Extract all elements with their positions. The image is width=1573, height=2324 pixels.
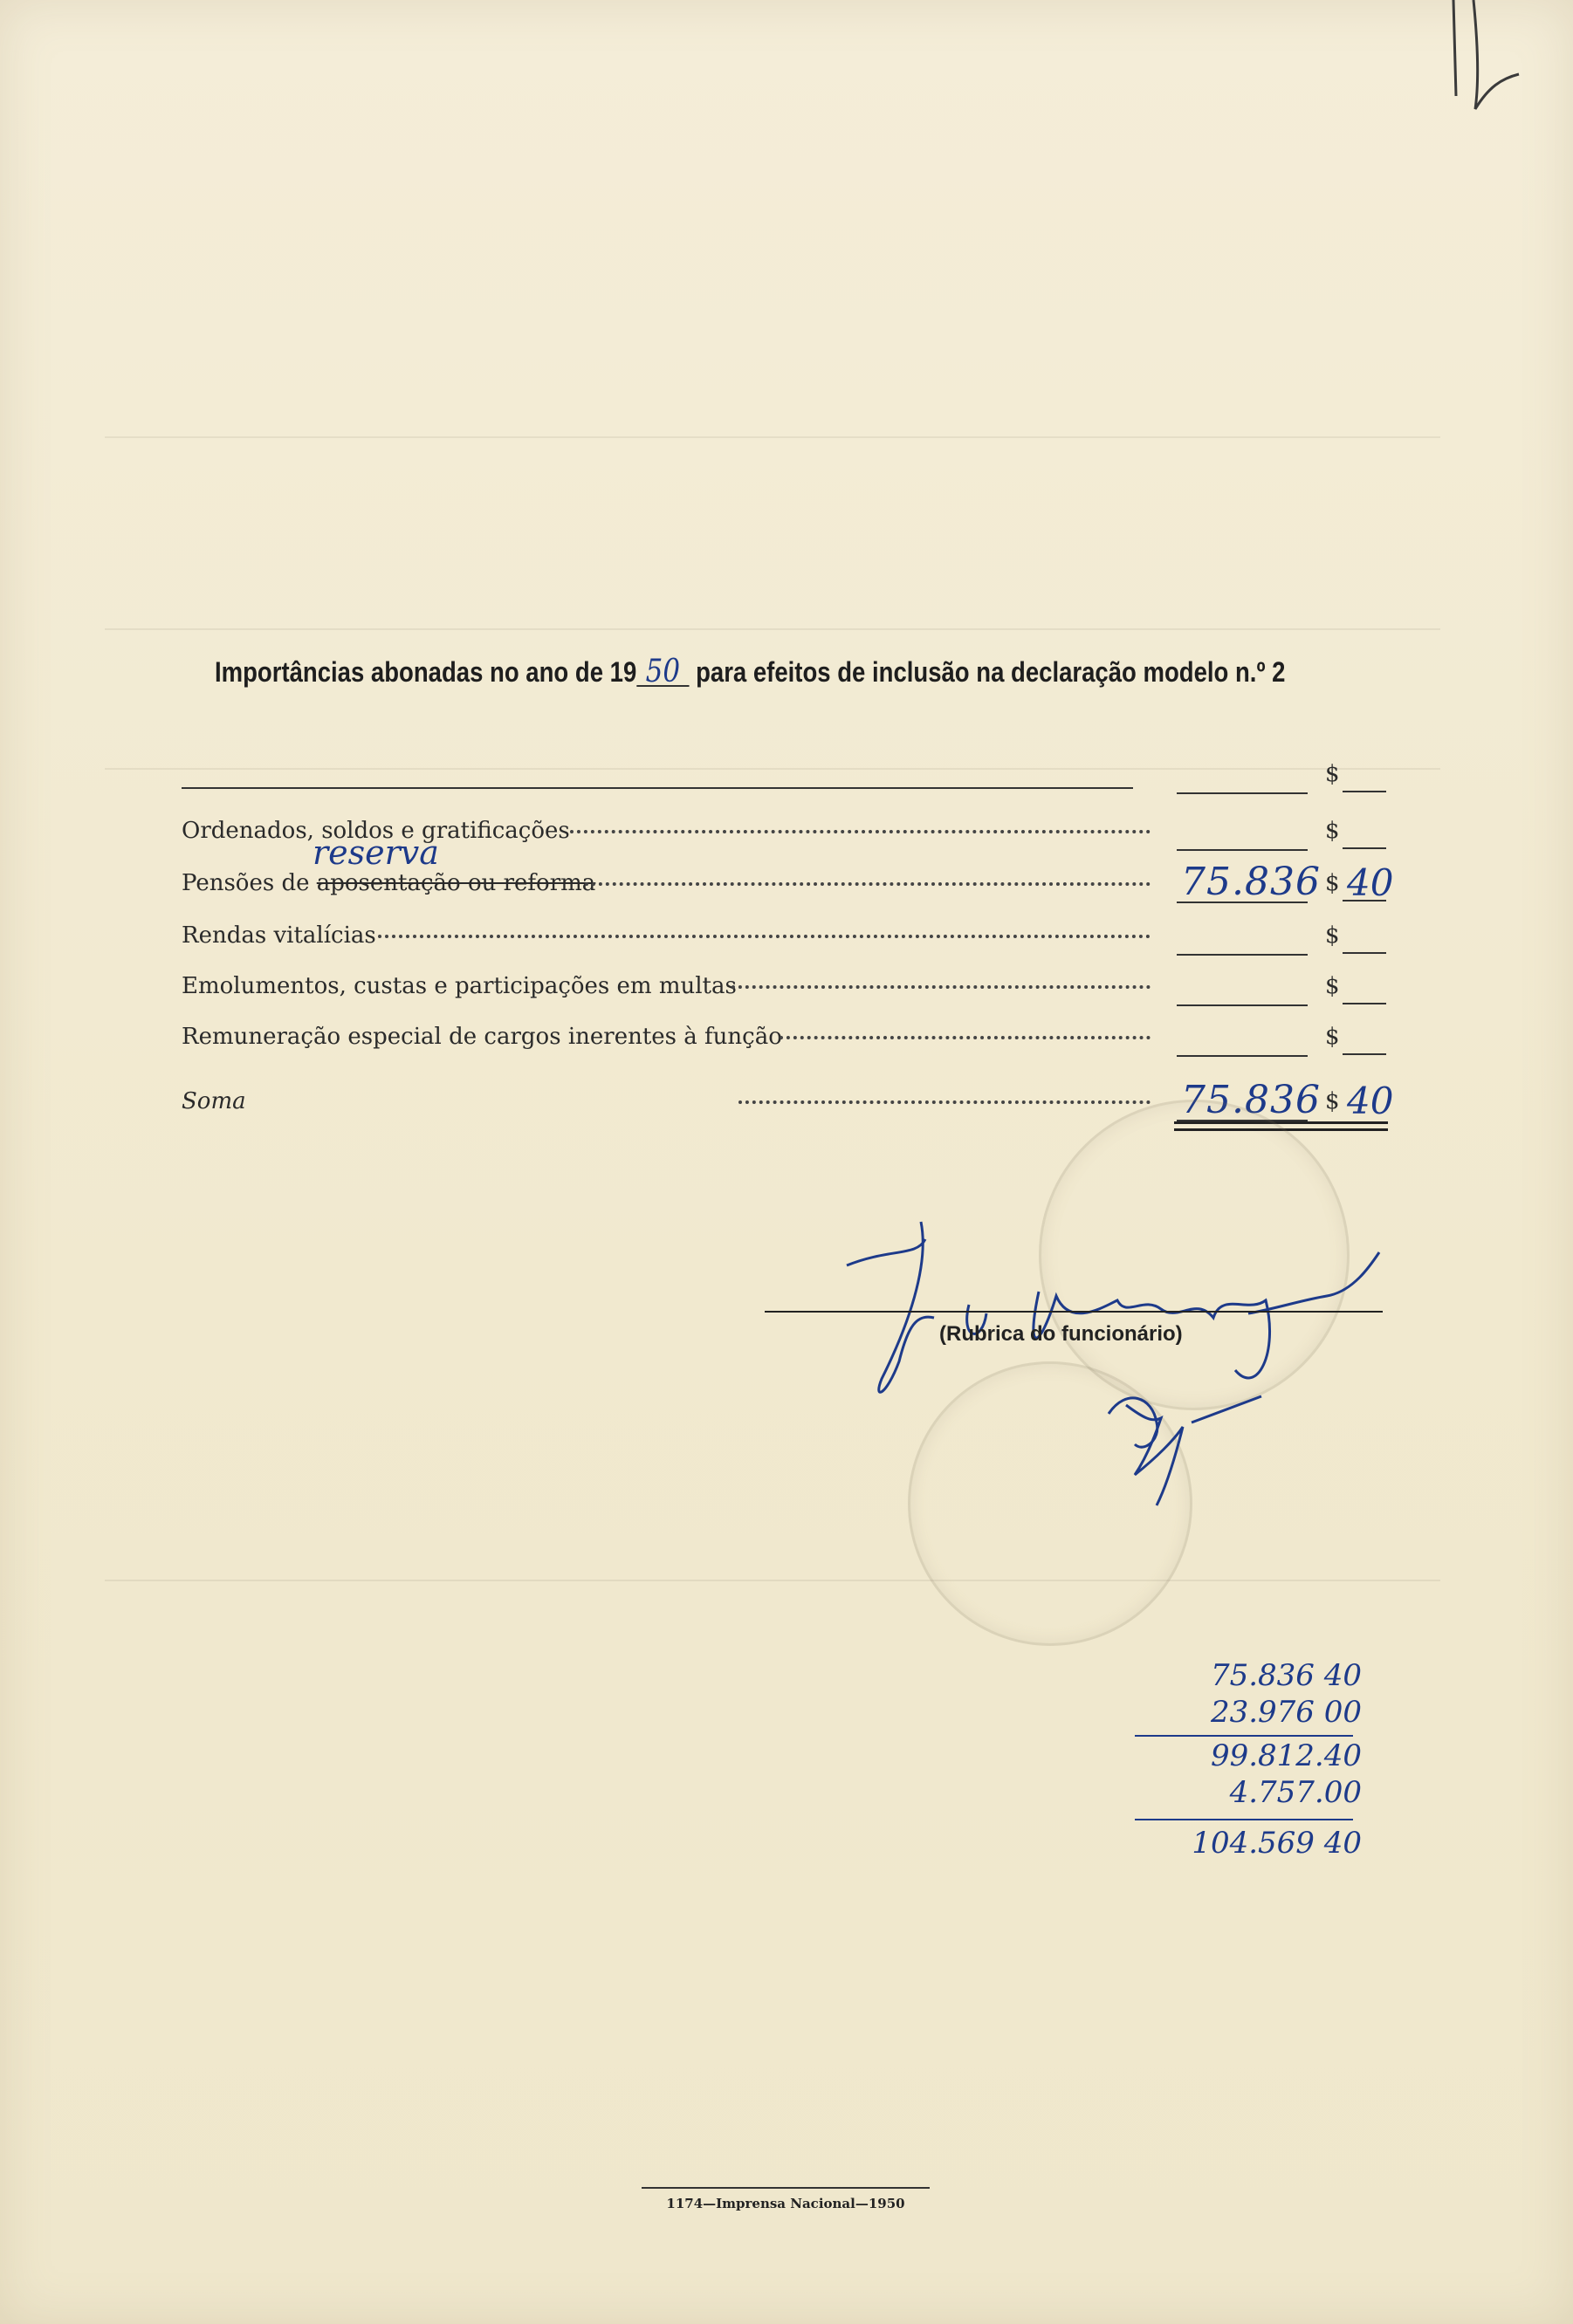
calc-line-1: 75.836 40	[1210, 1658, 1362, 1693]
dot-leader	[780, 1036, 1151, 1039]
dot-leader	[732, 985, 1151, 989]
table-row	[182, 860, 1394, 905]
handwritten-initials	[1109, 1392, 1266, 1514]
heading-prefix: Importâncias abonadas no ano de 19	[215, 656, 637, 688]
calc-rule	[1135, 1819, 1353, 1820]
row-label: Rendas vitalícias	[182, 922, 376, 949]
currency-symbol: $	[1325, 973, 1340, 999]
amount-field	[1177, 761, 1308, 794]
imprint-rule	[642, 2187, 930, 2189]
printer-imprint: 1174—Imprensa Nacional—1950	[666, 2196, 905, 2211]
heading-year-handwritten: 50	[636, 659, 689, 687]
reverse-line	[105, 1580, 1440, 1581]
signature-line	[765, 1311, 1383, 1313]
cents-field	[1343, 952, 1386, 954]
row-label: Ordenados, soldos e gratificações	[182, 818, 570, 844]
amount-handwritten: 75.836	[1181, 860, 1321, 904]
cents-field	[1343, 791, 1386, 792]
cents-field	[1343, 900, 1386, 901]
calc-line-3: 99.812.40	[1210, 1738, 1362, 1773]
row-label-struck: aposentação ou reforma	[316, 870, 596, 896]
currency-symbol: $	[1325, 1024, 1340, 1050]
dot-leader	[738, 1100, 1151, 1104]
calc-line-4: 4.757.00	[1229, 1775, 1362, 1810]
currency-symbol: $	[1325, 761, 1340, 787]
table-row	[182, 973, 1386, 1008]
blank-entry-row	[182, 761, 1386, 796]
row-label-prefix: Pensões de	[182, 870, 310, 896]
form-heading	[215, 654, 1286, 689]
calc-line-5: 104.569 40	[1192, 1826, 1362, 1861]
amount-field	[1177, 922, 1308, 956]
cents-field	[1343, 847, 1386, 849]
cents-field	[1343, 1003, 1386, 1004]
total-cents-handwritten: 40	[1347, 1080, 1394, 1122]
table-row	[182, 1024, 1386, 1059]
amount-field	[1177, 1024, 1308, 1057]
dot-leader	[585, 882, 1151, 886]
amount-field	[1177, 818, 1308, 851]
reverse-line	[105, 436, 1440, 438]
dot-leader	[378, 935, 1151, 938]
total-label: Soma	[182, 1088, 246, 1114]
table-row	[182, 922, 1386, 957]
dot-leader	[570, 830, 1151, 833]
currency-symbol: $	[1325, 818, 1340, 844]
reverse-line	[105, 628, 1440, 630]
cents-field	[1343, 1053, 1386, 1055]
calc-rule	[1135, 1735, 1353, 1737]
heading-suffix: para efeitos de inclusão na declaração modelo n.º 2	[696, 656, 1286, 688]
cents-handwritten: 40	[1347, 861, 1394, 904]
currency-symbol: $	[1325, 922, 1340, 949]
signature-caption: (Rubrica do funcionário)	[939, 1322, 1183, 1346]
amount-field	[1177, 973, 1308, 1006]
currency-symbol: $	[1325, 1088, 1340, 1114]
total-amount-handwritten: 75.836	[1181, 1078, 1321, 1122]
paper-clip-mark-icon	[1440, 0, 1545, 122]
row-label: Remuneração especial de cargos inerentes à função	[182, 1024, 782, 1050]
row-label: Emolumentos, custas e participações em multas	[182, 973, 737, 999]
calc-line-2: 23.976 00	[1210, 1695, 1362, 1730]
handwritten-annotation: reserva	[313, 833, 439, 872]
row-label	[182, 870, 595, 896]
currency-symbol: $	[1325, 870, 1340, 896]
